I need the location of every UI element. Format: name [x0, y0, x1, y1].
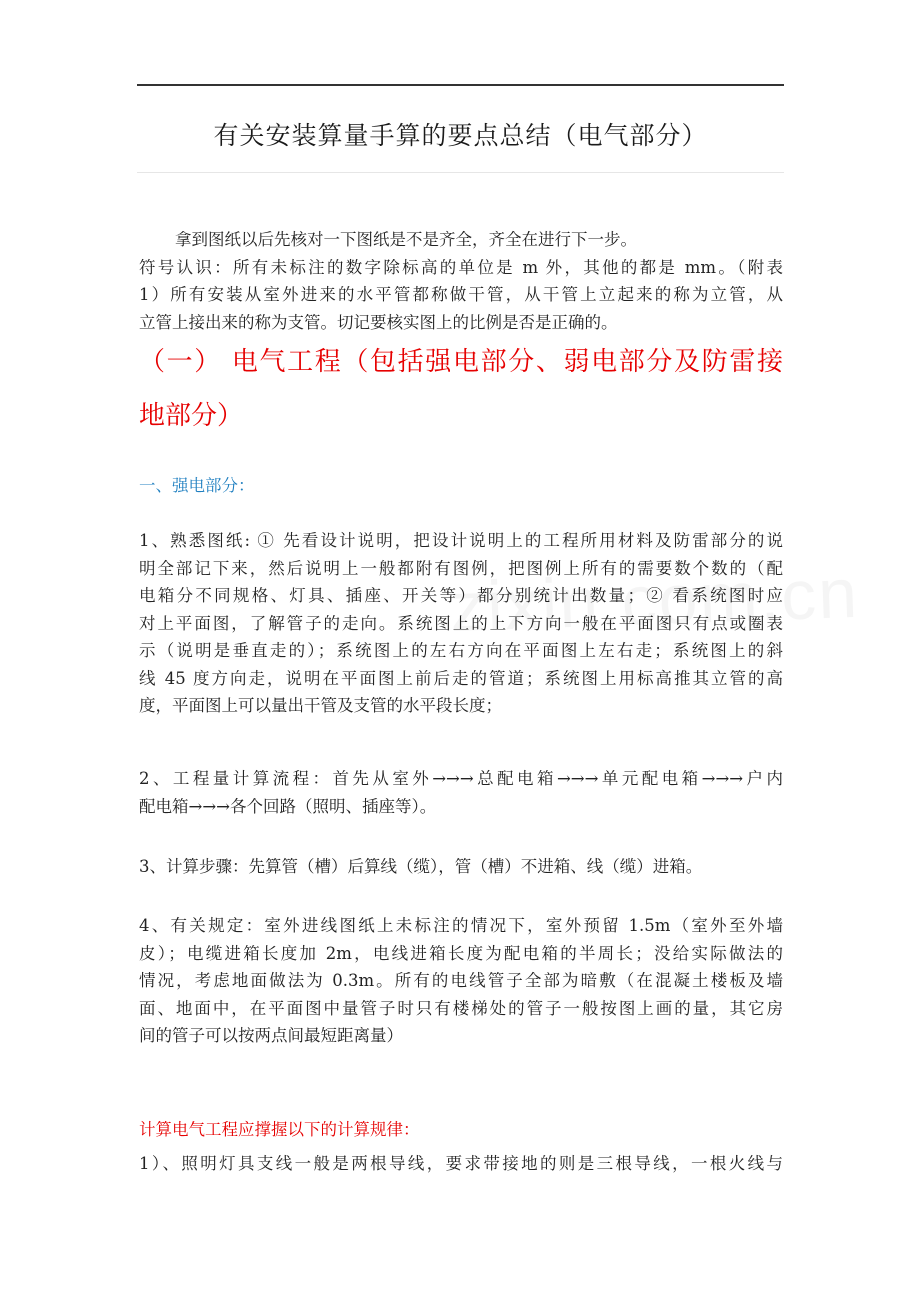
page-title: 有关安装算量手算的要点总结（电气部分） — [213, 121, 708, 150]
top-rule — [137, 84, 784, 86]
intro-line: 拿到图纸以后先核对一下图纸是不是齐全，齐全在进行下一步。 — [175, 230, 637, 249]
section-heading-line: 地部分） — [139, 401, 244, 431]
section-heading — [139, 335, 783, 443]
item-2-line: 配电箱→→→各个回路（照明、插座等）。 — [139, 796, 437, 816]
item-4-line: 皮）；电缆进箱长度加 2m，电线进箱长度为配电箱的半周长；没给实际做法的 — [139, 943, 783, 963]
item-1-line: 对上平面图，了解管子的走向。系统图上的上下方向一般在平面图只有点或圈表 — [139, 613, 783, 633]
item-1-line: 电箱分不同规格、灯具、插座、开关等）都分别统计出数量；② 看系统图时应 — [139, 586, 783, 605]
item-4-paragraph — [139, 912, 783, 1050]
intro-line: 1）所有安装从室外进来的水平管都称做干管，从干管上立起来的称为立管，从 — [139, 285, 783, 304]
item-1-line: 线 45 度方向走，说明在平面图上前后走的管道；系统图上用标高推其立管的高 — [139, 668, 783, 688]
item-1-paragraph — [139, 527, 783, 720]
subheading-strong-current: 一、强电部分： — [139, 476, 255, 495]
item-2-paragraph — [139, 765, 783, 820]
item-4-line: 间的管子可以按两点间最短距离量） — [139, 1026, 403, 1045]
section-heading-line: （一） 电气工程（包括强电部分、弱电部分及防雷接 — [139, 347, 783, 377]
item-4-line: 情况，考虑地面做法为 0.3m。所有的电线管子全部为暗敷（在混凝土楼板及墙 — [139, 971, 783, 990]
item-3-line: 3、计算步骤：先算管（槽）后算线（缆），管（槽）不进箱、线（缆）进箱。 — [139, 857, 703, 876]
rules-heading: 计算电气工程应撑握以下的计算规律： — [139, 1120, 420, 1139]
item-1-line: 1、熟悉图纸: ① 先看设计说明，把设计说明上的工程所用材料及防雷部分的说 — [139, 531, 783, 550]
item-1-line: 度，平面图上可以量出干管及支管的水平段长度； — [139, 696, 502, 715]
rule-1-paragraph — [139, 1150, 783, 1178]
item-2-line: 2、工程量计算流程：首先从室外→→→总配电箱→→→单元配电箱→→→户内 — [139, 769, 783, 788]
intro-line: 立管上接出来的称为支管。切记要核实图上的比例是否是正确的。 — [139, 312, 618, 332]
item-3-paragraph — [139, 853, 783, 881]
title-divider — [137, 172, 784, 173]
item-4-line: 4、有关规定：室外进线图纸上未标注的情况下，室外预留 1.5m（室外至外墙 — [139, 916, 783, 935]
rule-1-line: 1）、照明灯具支线一般是两根导线，要求带接地的则是三根导线，一根火线与 — [139, 1154, 783, 1173]
intro-paragraph — [139, 226, 783, 336]
item-1-line: 明全部记下来，然后说明上一般都附有图例，把图例上所有的需要数个数的（配 — [139, 558, 783, 578]
item-1-line: 示（说明是垂直走的）；系统图上的左右方向在平面图上左右走；系统图上的斜 — [139, 641, 783, 660]
item-4-line: 面、地面中，在平面图中量管子时只有楼梯处的管子一般按图上画的量，其它房 — [139, 998, 783, 1018]
intro-line: 符号认识：所有未标注的数字除标高的单位是 m 外，其他的都是 mm。（附表 — [139, 257, 783, 277]
